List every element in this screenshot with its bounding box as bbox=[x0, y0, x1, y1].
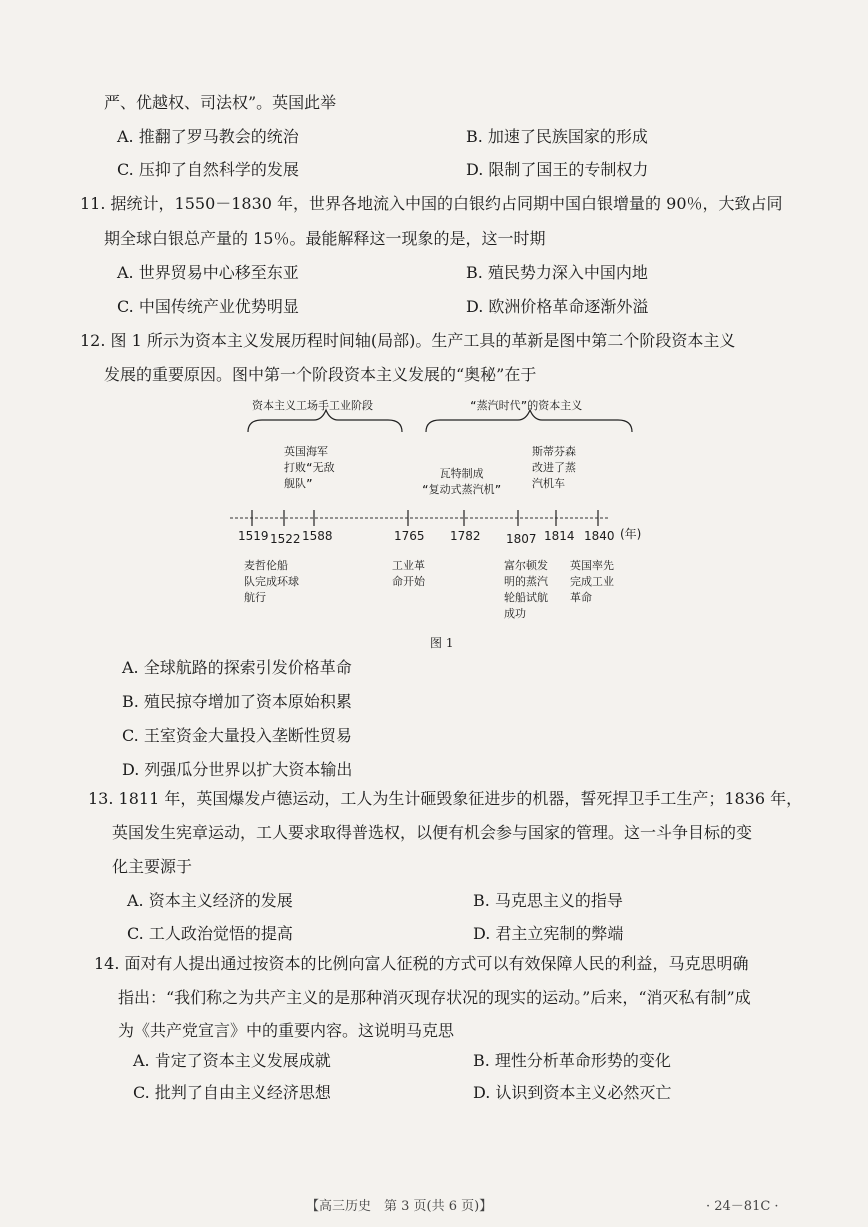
stage2-label: “蒸汽时代”的资本主义 bbox=[470, 399, 583, 412]
q13-option-a[interactable]: A. 资本主义经济的发展 bbox=[127, 891, 293, 910]
q14-stem-line3: 为《共产党宣言》中的重要内容。这说明马克思 bbox=[118, 1021, 455, 1040]
q11-option-d[interactable]: D. 欧洲价格革命逐渐外溢 bbox=[466, 297, 649, 316]
event-below-1519: 麦哲伦船 队完成环球 航行 bbox=[244, 559, 299, 604]
q12-option-a[interactable]: A. 全球航路的探索引发价格革命 bbox=[122, 658, 352, 677]
year-label: 1840 bbox=[584, 529, 615, 543]
q13-stem-line1: 13. 1811 年，英国爆发卢德运动，工人为生计砸毁象征进步的机器，誓死捍卫手工生产；1836 年， bbox=[88, 789, 803, 808]
year-label: 1522 bbox=[270, 532, 301, 546]
event-above-1814: 斯蒂芬森 改进了蒸 汽机车 bbox=[532, 445, 576, 490]
q12-stem-line1: 12. 图 1 所示为资本主义发展历程时间轴(局部)。生产工具的革新是图中第二个阶段资本主义 bbox=[80, 331, 736, 350]
q11-option-a[interactable]: A. 世界贸易中心移至东亚 bbox=[117, 263, 299, 282]
q13-stem-line2: 英国发生宪章运动，工人要求取得普选权，以便有机会参与国家的管理。这一斗争目标的变 bbox=[112, 823, 753, 842]
q14-option-a[interactable]: A. 肯定了资本主义发展成就 bbox=[133, 1051, 331, 1070]
stage1-label: 资本主义工场手工业阶段 bbox=[252, 399, 373, 412]
q13-option-d[interactable]: D. 君主立宪制的弊端 bbox=[473, 924, 624, 943]
figure-caption: 图 1 bbox=[430, 636, 454, 650]
q12-option-c[interactable]: C. 王室资金大量投入垄断性贸易 bbox=[122, 726, 352, 745]
year-label: 1782 bbox=[450, 529, 481, 543]
q14-option-c[interactable]: C. 批判了自由主义经济思想 bbox=[133, 1083, 331, 1102]
event-above-1588: 英国海军 打败“无敌 舰队” bbox=[284, 445, 335, 490]
q14-stem-line2: 指出：“我们称之为共产主义的是那种消灭现存状况的现实的运动。”后来，“消灭私有制”成 bbox=[118, 988, 751, 1007]
event-above-1782: 瓦特制成 “复动式蒸汽机” bbox=[422, 467, 502, 496]
q14-stem-line1: 14. 面对有人提出通过按资本的比例向富人征税的方式可以有效保障人民的利益，马克思明确 bbox=[94, 954, 749, 973]
q10-option-b[interactable]: B. 加速了民族国家的形成 bbox=[466, 127, 648, 146]
timeline-figure bbox=[222, 392, 662, 622]
q13-option-b[interactable]: B. 马克思主义的指导 bbox=[473, 891, 623, 910]
q11-option-c[interactable]: C. 中国传统产业优势明显 bbox=[117, 297, 299, 316]
event-below-1840: 英国率先 完成工业 革命 bbox=[570, 559, 614, 604]
q12-option-d[interactable]: D. 列强瓜分世界以扩大资本输出 bbox=[122, 760, 353, 779]
q13-stem-line3: 化主要源于 bbox=[112, 857, 193, 876]
q12-option-b[interactable]: B. 殖民掠夺增加了资本原始积累 bbox=[122, 692, 352, 711]
q13-option-c[interactable]: C. 工人政治觉悟的提高 bbox=[127, 924, 293, 943]
q10-option-a[interactable]: A. 推翻了罗马教会的统治 bbox=[117, 127, 299, 146]
event-below-1765: 工业革 命开始 bbox=[392, 559, 425, 588]
q10-option-c[interactable]: C. 压抑了自然科学的发展 bbox=[117, 160, 299, 179]
q14-option-b[interactable]: B. 理性分析革命形势的变化 bbox=[473, 1051, 671, 1070]
q10-option-d[interactable]: D. 限制了国王的专制权力 bbox=[466, 160, 649, 179]
q11-stem-line2: 期全球白银总产量的 15％。最能解释这一现象的是，这一时期 bbox=[104, 229, 546, 248]
year-label: 1807 bbox=[506, 532, 537, 546]
q11-option-b[interactable]: B. 殖民势力深入中国内地 bbox=[466, 263, 648, 282]
q12-stem-line2: 发展的重要原因。图中第一个阶段资本主义发展的“奥秘”在于 bbox=[104, 365, 537, 384]
year-label: 1519 bbox=[238, 529, 269, 543]
year-label: 1765 bbox=[394, 529, 425, 543]
q10-tail: 严、优越权、司法权”。英国此举 bbox=[104, 93, 337, 112]
page-footer: 【高三历史 第 3 页(共 6 页)】 bbox=[306, 1199, 493, 1214]
q11-stem-line1: 11. 据统计，1550－1830 年，世界各地流入中国的白银约占同期中国白银增量的 90％，大致占同 bbox=[80, 194, 783, 213]
year-label: 1814 bbox=[544, 529, 575, 543]
exam-code: · 24－81C · bbox=[706, 1199, 779, 1214]
q14-option-d[interactable]: D. 认识到资本主义必然灭亡 bbox=[473, 1083, 672, 1102]
year-unit-label: (年) bbox=[620, 527, 642, 541]
event-below-1807: 富尔顿发 明的蒸汽 轮船试航 成功 bbox=[504, 559, 548, 620]
year-label: 1588 bbox=[302, 529, 333, 543]
